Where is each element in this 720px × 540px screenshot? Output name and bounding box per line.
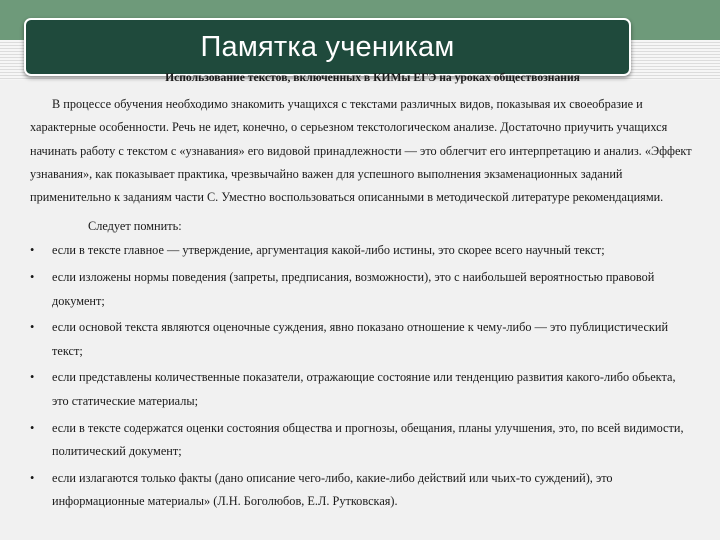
remember-heading: Следует помнить: xyxy=(88,219,182,234)
title-banner xyxy=(24,18,631,76)
slide-title: Памятка ученикам xyxy=(200,30,455,63)
list-item-text: если в тексте содержатся оценки состояния общества и прогнозы, обещания, планы улучшения, это, по всей видимости, политический документ; xyxy=(52,420,684,458)
list-item xyxy=(30,316,695,363)
bullet-icon: • xyxy=(30,320,35,335)
bullet-icon: • xyxy=(30,270,35,285)
list-item xyxy=(30,266,695,313)
bullet-icon: • xyxy=(30,243,35,258)
bullet-icon: • xyxy=(30,420,35,435)
list-item-text: если излагаются только факты (дано описание чего-либо, какие-либо действий или чьих-то суждений), это информационные материалы» (Л.Н. Боголюбов, Е.Л. Рутковская). xyxy=(52,470,613,508)
list-item-text: если в тексте главное — утверждение, аргументация какой-либо истины, это скорее всего научный текст; xyxy=(52,243,605,258)
rules-list xyxy=(30,239,695,513)
slide-content xyxy=(30,70,695,517)
list-item-text: если основой текста являются оценочные суждения, явно показано отношение к чему-либо — это публицистический текст; xyxy=(52,320,669,358)
bullet-icon: • xyxy=(30,470,35,485)
list-item-text: если изложены нормы поведения (запреты, предписания, возможности), это с наибольшей вероятностью правовой документ; xyxy=(52,270,655,308)
bullet-icon: • xyxy=(30,370,35,385)
list-item xyxy=(30,417,695,464)
intro-paragraph: В процессе обучения необходимо знакомить учащихся с текстами различных видов, показывая их своеобразие и характерные особенности. Речь не идет, конечно, о серьезном текстологическом анализе. Достаточно приучить учащихся начинать работу с текстом с «узнавания» его видовой принадлежности — это облегчит его интерпретацию и анализ. «Эффект узнавания», как показывает практика, чрезвычайно важен для успешного выполнения экзаменационных заданий применительно к заданиям части С. Уместно воспользоваться описанными в методической литературе рекомендациями. xyxy=(30,97,692,205)
slide-subtitle: Использование текстов, включенных в КИМы ЕГЭ на уроках обществознания xyxy=(165,71,580,84)
list-item xyxy=(30,366,695,413)
list-item xyxy=(30,239,695,262)
list-item xyxy=(30,467,695,514)
list-item-text: если представлены количественные показатели, отражающие состояние или тенденцию развития какого-либо обьекта, это статические материалы; xyxy=(52,370,676,408)
